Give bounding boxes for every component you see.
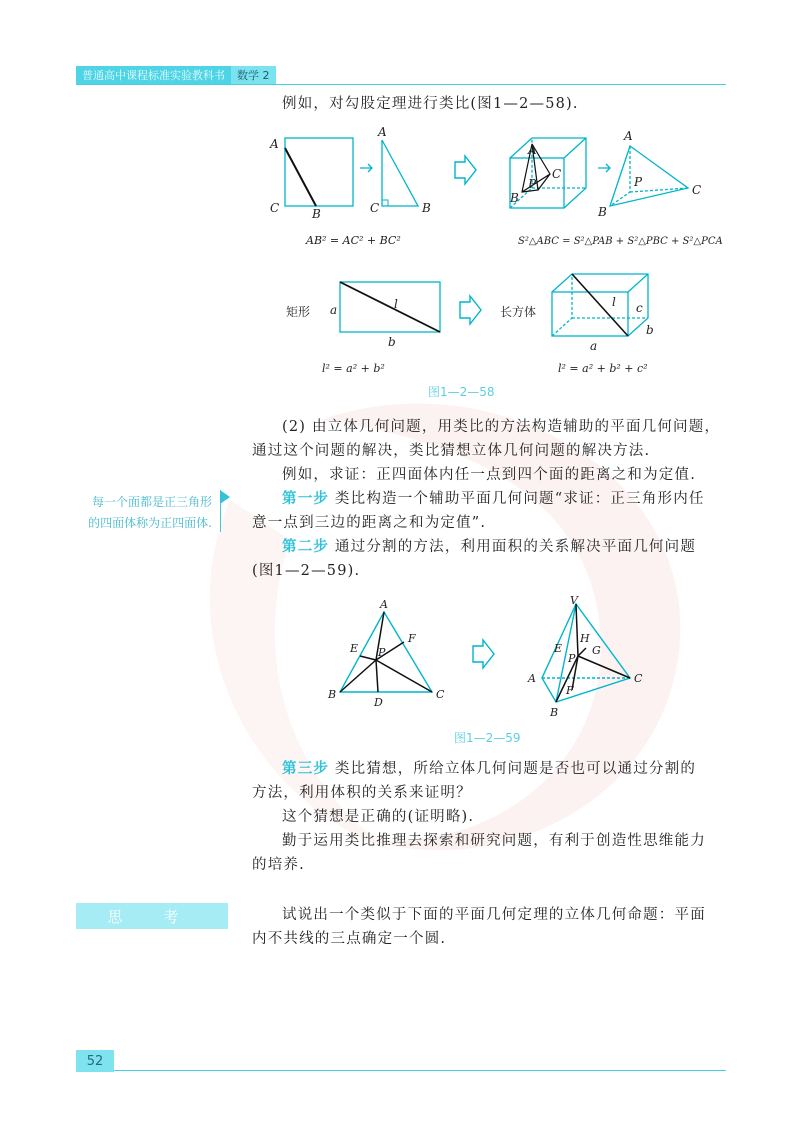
example-text: 例如，求证：正四面体内任一点到四个面的距离之和为定值.: [282, 467, 697, 483]
label-B1: B: [312, 207, 321, 221]
label-E5: E: [350, 642, 359, 655]
formula-cuboid: l² = a² + b² + c²: [558, 362, 648, 375]
think-line2: 内不共线的三点确定一个圆.: [252, 931, 447, 947]
arrow-1: [360, 164, 372, 172]
right-triangle: [382, 140, 418, 206]
formula-rect: l² = a² + b²: [322, 362, 385, 375]
step2-line1: [282, 536, 696, 558]
label-B5: B: [328, 688, 337, 701]
label-P6: P: [568, 652, 576, 665]
label-C4: C: [692, 183, 702, 197]
formula-pythagoras: AB² = AC² + BC²: [306, 234, 401, 247]
formula-area: S²△ABC = S²△PAB + S²△PBC + S²△PCA: [518, 236, 723, 247]
label-C6: C: [634, 672, 643, 685]
step3-text: 类比猜想，所给立体几何问题是否也可以通过分割的: [334, 761, 697, 777]
label-B4: B: [598, 205, 607, 219]
step2-label: 第二步: [282, 539, 330, 555]
advice-line2: 的培养.: [252, 857, 305, 873]
label-c2: c: [636, 301, 643, 315]
header-tag: [76, 66, 276, 83]
label-B6: B: [550, 706, 559, 719]
label-a2: a: [590, 339, 598, 353]
step1-line1: [282, 488, 705, 510]
label-a1: a: [330, 303, 338, 317]
label-H6: H: [580, 632, 590, 645]
label-l1: l: [394, 297, 398, 311]
label-A4: A: [624, 129, 633, 143]
step1-line2: 意一点到三边的距离之和为定值”.: [252, 515, 487, 531]
step2-text: 通过分割的方法，利用面积的关系解决平面几何问题: [334, 539, 697, 555]
advice-line1: 勤于运用类比推理去探索和研究问题，有利于创造性思维能力: [282, 833, 706, 849]
page-number: 52: [76, 1050, 114, 1072]
side-arrow-icon: [220, 490, 230, 504]
diagonal-line: [340, 282, 440, 332]
header-rule: [76, 84, 726, 85]
label-P3: P: [528, 177, 537, 191]
label-b1: b: [388, 335, 396, 349]
hollow-arrow-3: [473, 640, 494, 668]
step1-text: 类比构造一个辅助平面几何问题“求证：正三角形内任: [334, 491, 705, 507]
label-B2: B: [422, 201, 431, 215]
figure-58: [260, 120, 730, 400]
rect-label: 矩形: [286, 305, 311, 319]
label-B3: B: [510, 191, 519, 205]
label-C2: C: [370, 201, 380, 215]
fig59-caption: 图1—2—59: [454, 731, 521, 745]
step3-line1: [282, 758, 696, 780]
hypotenuse-line: [285, 148, 316, 206]
label-C1: C: [270, 201, 280, 215]
label-A6: A: [528, 672, 536, 685]
label-C5: C: [436, 688, 445, 701]
book-label: 数学 2: [231, 66, 276, 84]
label-F5: F: [408, 632, 416, 645]
label-A1: A: [270, 137, 279, 151]
footer-rule: [114, 1070, 726, 1071]
label-P4: P: [634, 175, 643, 189]
step1-label: 第一步: [282, 491, 330, 507]
label-F6: F: [566, 684, 574, 697]
label-G6: G: [592, 644, 601, 657]
label-P5: P: [378, 646, 386, 659]
think-line1: 试说出一个类似于下面的平面几何定理的立体几何命题：平面: [282, 907, 706, 923]
series-label: 普通高中课程标准实验教科书: [76, 66, 231, 84]
think-box-title: 思 考: [76, 903, 228, 929]
square-shape: [285, 138, 353, 206]
para2-line2: 通过这个问题的解决，类比猜想立体几何问题的解决方法.: [252, 443, 651, 459]
label-E6: E: [554, 642, 563, 655]
hollow-arrow-2: [460, 296, 481, 324]
tetrahedron: [610, 146, 688, 206]
step2-line2: (图1—2—59).: [252, 563, 361, 579]
label-C3: C: [552, 167, 562, 181]
arrow-2: [598, 164, 610, 172]
step3-line2: 方法，利用体积的关系来证明？: [252, 785, 472, 801]
side-note: 每一个面都是正三角形的四面体称为正四面体.: [88, 495, 212, 530]
label-b2: b: [646, 323, 654, 337]
label-D5: D: [374, 696, 383, 709]
conclusion-text: 这个猜想是正确的(证明略).: [282, 809, 475, 825]
fig58-caption: 图1—2—58: [428, 385, 495, 399]
figure-59: [320, 594, 660, 754]
label-V6: V: [570, 594, 578, 607]
cuboid-label: 长方体: [500, 305, 537, 319]
label-A2: A: [378, 125, 387, 139]
label-A5: A: [380, 598, 388, 611]
cuboid-front: [552, 292, 628, 336]
hollow-arrow-1: [455, 156, 476, 184]
para2-line1: (2) 由立体几何问题，用类比的方法构造辅助的平面几何问题，: [282, 419, 721, 435]
step3-label: 第三步: [282, 761, 330, 777]
intro-text: 例如，对勾股定理进行类比(图1—2—58).: [282, 96, 579, 112]
label-A3: A: [528, 143, 537, 157]
label-l2: l: [612, 295, 616, 309]
